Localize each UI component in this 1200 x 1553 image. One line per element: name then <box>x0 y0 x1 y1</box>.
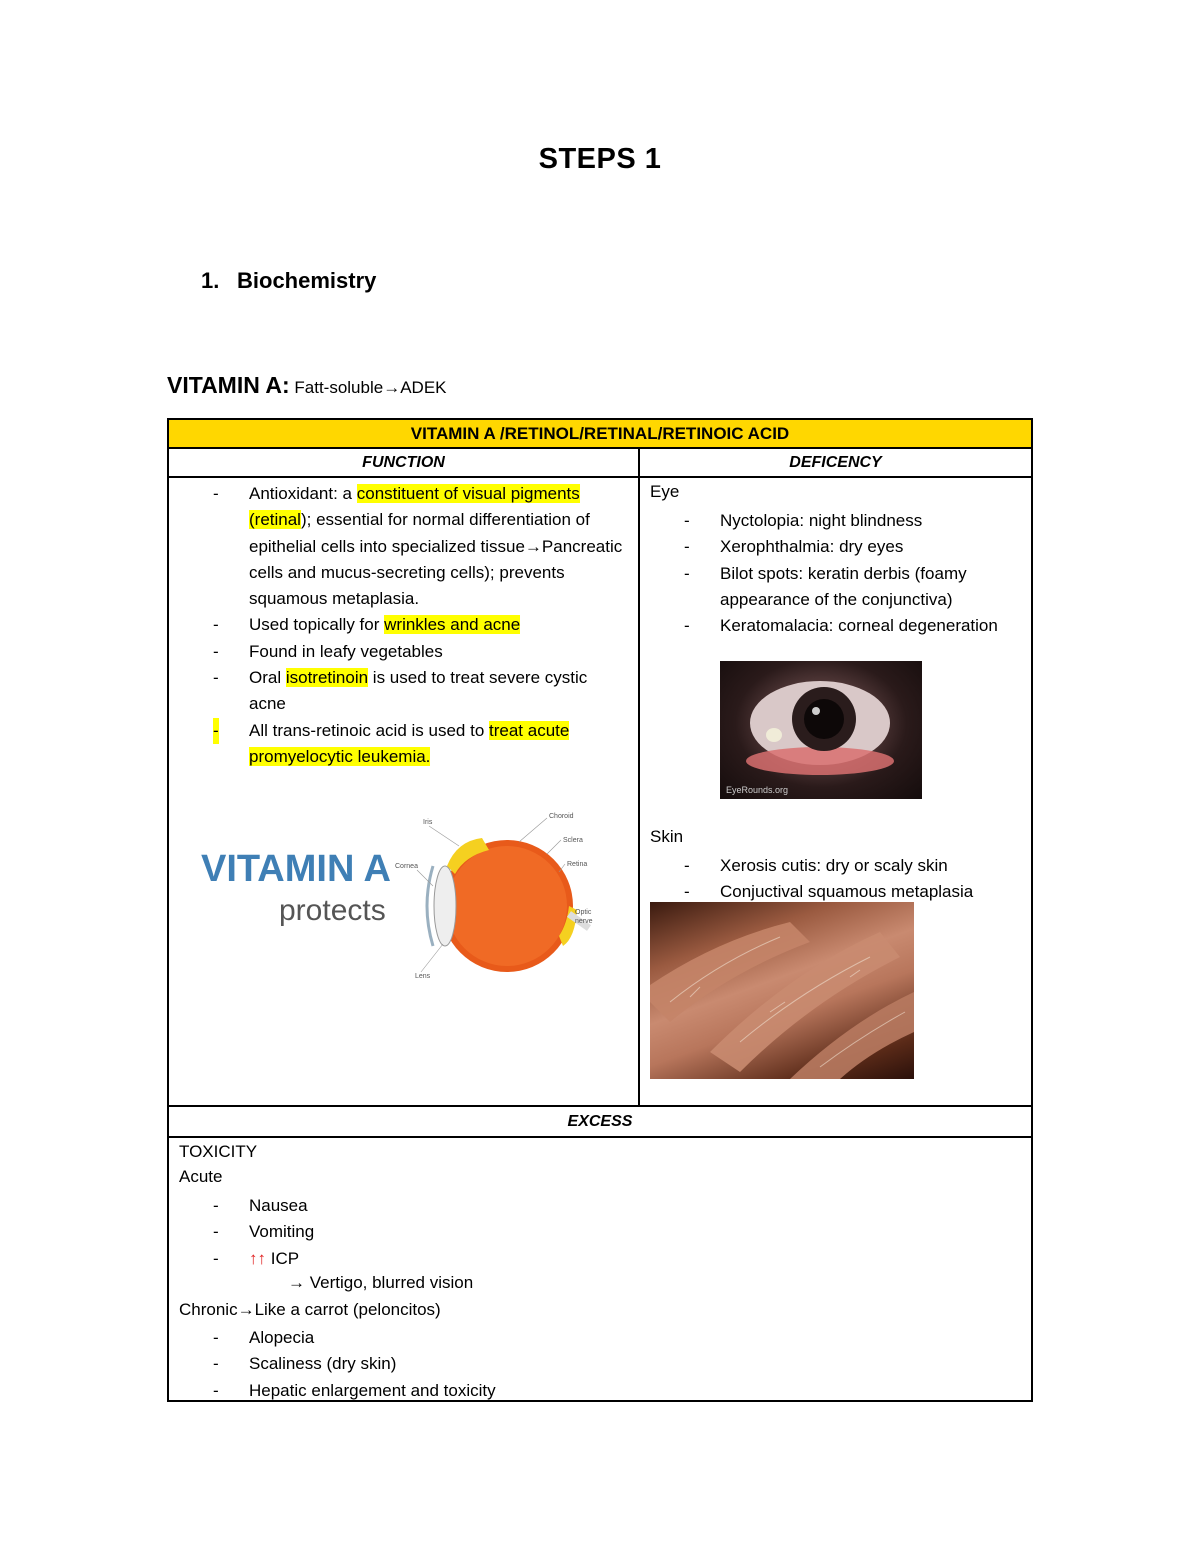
function-header: FUNCTION <box>169 449 640 476</box>
deficiency-cell <box>640 478 1031 1105</box>
function-list <box>169 481 635 770</box>
cornea-shape <box>427 866 433 946</box>
label-optic: Optic <box>575 909 592 916</box>
pupil-shape <box>804 699 844 739</box>
increase-arrows: ↑↑ <box>249 1248 266 1268</box>
bitot-spot <box>766 728 782 742</box>
photo-credit: EyeRounds.org <box>726 785 789 795</box>
list-item: - Antioxidant: a constituent of visual pigments (retinal); essential for normal differentiation of epithelial cells into specialized tissue→Pancreatic cells and mucus-secreting cells); prevents squamous metaplasia. <box>213 484 623 609</box>
label-choroid: Choroid <box>549 813 574 820</box>
vitamin-a-protects-infographic <box>197 806 607 1001</box>
chronic-label: Chronic→Like a carrot (peloncitos) <box>179 1300 441 1319</box>
list-item: - Bilot spots: keratin derbis (foamy appearance of the conjunctiva) <box>684 563 967 609</box>
label-sclera: Sclera <box>563 837 583 844</box>
list-item: - Nausea <box>213 1196 308 1215</box>
acute-list <box>169 1193 869 1272</box>
list-item: - Oral isotretinoin is used to treat severe cystic acne <box>213 668 588 714</box>
list-item: - Hepatic enlargement and toxicity <box>213 1380 496 1400</box>
conjunctiva <box>746 747 894 775</box>
list-item: - Keratomalacia: corneal degeneration <box>684 616 998 636</box>
eye-photo <box>720 661 922 799</box>
acute-label: Acute <box>179 1167 223 1186</box>
vitamin-heading-main: VITAMIN A: <box>167 372 290 398</box>
table-title: VITAMIN A /RETINOL/RETINAL/RETINOIC ACID <box>169 420 1031 449</box>
label-optic-nerve: nerve <box>575 918 593 925</box>
table-body-row <box>169 478 1031 1107</box>
deficiency-skin-label: Skin <box>650 827 684 846</box>
list-item: - Found in leafy vegetables <box>213 641 443 661</box>
document-title: STEPS 1 <box>538 143 662 175</box>
label-lens: Lens <box>415 973 431 980</box>
list-item: - Vomiting <box>213 1222 315 1242</box>
list-item: - Alopecia <box>213 1328 315 1347</box>
vitamin-heading <box>167 372 447 399</box>
list-item: - ↑↑ ICP <box>213 1248 300 1268</box>
list-item: - Used topically for wrinkles and acne <box>213 615 521 635</box>
table-column-headers <box>169 449 1031 478</box>
list-item: - Nyctolopia: night blindness <box>684 511 923 530</box>
eye-anatomy-illustration <box>197 806 607 1001</box>
label-cornea: Cornea <box>395 863 418 870</box>
toxicity-label: TOXICITY <box>179 1142 258 1161</box>
vitamin-a-table <box>167 418 1033 1402</box>
function-cell <box>169 478 640 1105</box>
infographic-vitamin-text: VITAMIN A <box>201 848 391 890</box>
section-number: 1. <box>201 268 220 293</box>
highlight: isotretinoin <box>285 668 369 688</box>
section-title: Biochemistry <box>237 268 377 293</box>
highlight: constituent of visual pigments (retinal <box>249 484 580 530</box>
list-item: - All trans-retinoic acid is used to treat acute promyelocytic leukemia. <box>169 718 635 771</box>
vitamin-heading-rest: Fatt-soluble→ADEK <box>289 378 447 397</box>
lens-shape <box>434 866 456 946</box>
chronic-list <box>169 1325 869 1404</box>
excess-cell <box>169 1138 1031 1400</box>
list-item: - Xerophthalmia: dry eyes <box>684 537 904 557</box>
deficiency-skin-list <box>640 853 1032 906</box>
highlight: wrinkles and acne <box>384 615 521 635</box>
list-item: - Xerosis cutis: dry or scaly skin <box>684 856 948 875</box>
scaly-skin-photo <box>650 902 914 1079</box>
icp-consequence: → Vertigo, blurred vision <box>288 1273 474 1292</box>
highlight: treat acute promyelocytic leukemia. <box>249 720 570 766</box>
section-heading <box>201 268 376 294</box>
deficiency-header: DEFICENCY <box>789 454 882 471</box>
deficiency-eye-list <box>640 508 1030 639</box>
label-iris: Iris <box>423 819 433 826</box>
list-item: - Conjuctival squamous metaplasia <box>684 882 974 902</box>
deficiency-eye-label: Eye <box>650 482 680 501</box>
excess-header: EXCESS <box>169 1107 1031 1138</box>
label-retina: Retina <box>567 861 588 868</box>
list-item: - Scaliness (dry skin) <box>213 1354 397 1374</box>
infographic-protects-text: protects <box>279 894 386 927</box>
